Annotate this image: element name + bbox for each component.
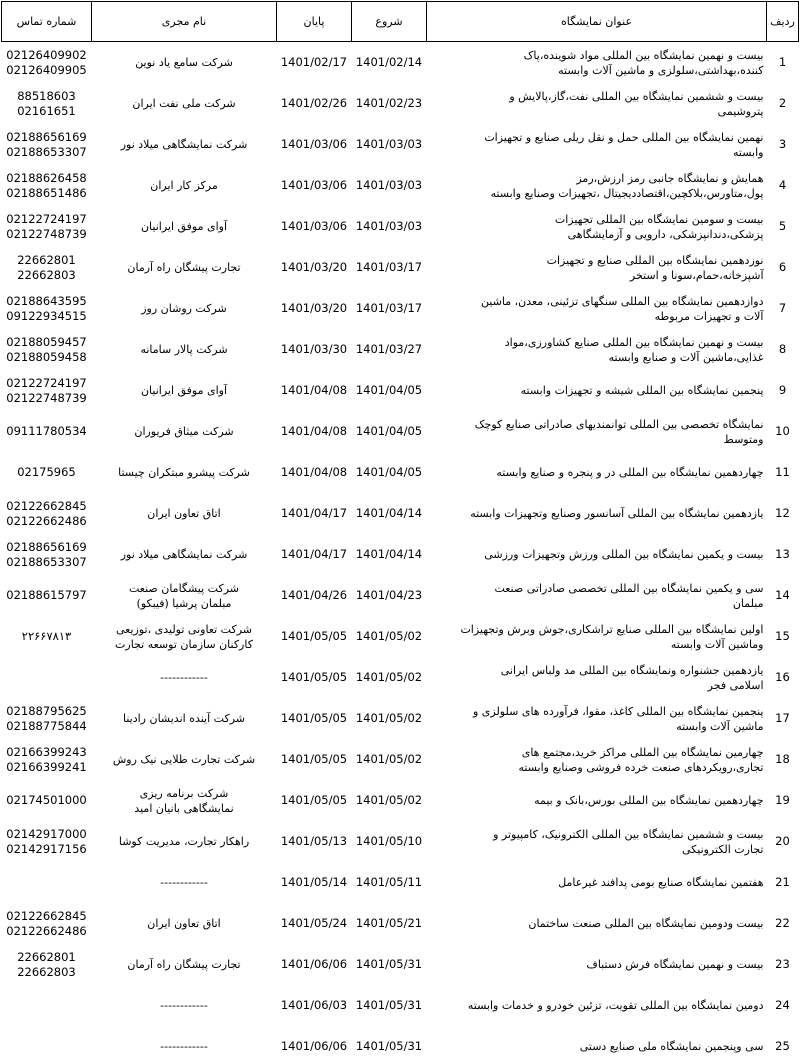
organizer-name (92, 739, 277, 780)
exhibition-title-line: پول،متاورس،بلاکچین،اقتصاددیجیتال ،تجهیزات وصنایع وابسته (490, 186, 764, 200)
end-date: 1401/05/24 (280, 916, 348, 930)
start-date: 1401/05/02 (355, 752, 423, 766)
contact-phone (2, 698, 92, 739)
contact-phone-line: 02188615797 (6, 588, 87, 602)
organizer-name (92, 370, 277, 411)
organizer-name-line: ------------ (160, 876, 208, 889)
contact-phone-line: 22662801 (17, 252, 76, 267)
header-row-number: ردیف (767, 2, 799, 42)
start-date: 1401/03/27 (355, 342, 423, 356)
organizer-name (92, 575, 277, 616)
exhibition-title (427, 42, 767, 84)
exhibition-title-line: اولین نمایشگاه بین المللی صنایع تراشکاری،جوش وبرش وتجهیزات (460, 622, 764, 636)
row-number: 5 (778, 219, 787, 233)
organizer-name-line: شرکت تجارت طلایی نیک روش (112, 753, 256, 766)
start-date: 1401/05/31 (355, 957, 423, 971)
exhibition-title (427, 452, 767, 493)
table-row (2, 206, 799, 247)
table-row (2, 698, 799, 739)
exhibition-title-line: پتروشیمی (717, 104, 764, 118)
organizer-name (92, 247, 277, 288)
contact-phone-line: 22662803 (17, 964, 76, 979)
organizer-name (92, 821, 277, 862)
contact-phone (2, 42, 92, 84)
start-date: 1401/04/05 (355, 383, 423, 397)
table-row (2, 42, 799, 84)
contact-phone-line: 02122748739 (6, 390, 87, 405)
contact-phone (2, 124, 92, 165)
organizer-name-line: شرکت ملی نفت ایران (132, 97, 236, 110)
organizer-name-line: ------------ (160, 1040, 208, 1053)
row-number: 25 (775, 1039, 790, 1053)
end-date: 1401/05/05 (280, 629, 348, 643)
exhibition-title-line: غذایی،ماشین آلات و صنایع وابسته (608, 350, 764, 364)
contact-phone (2, 452, 92, 493)
end-date: 1401/04/08 (280, 383, 348, 397)
start-date: 1401/05/31 (355, 998, 423, 1012)
organizer-name (92, 698, 277, 739)
start-date: 1401/05/10 (355, 834, 423, 848)
exhibition-title (427, 698, 767, 739)
exhibition-title (427, 821, 767, 862)
exhibition-title (427, 985, 767, 1026)
contact-phone (2, 493, 92, 534)
end-date: 1401/05/13 (280, 834, 348, 848)
exhibition-title-line: بیست و یکمین نمایشگاه بین المللی ورزش وتجهیزات ورزشی (484, 548, 764, 561)
table-row (2, 862, 799, 903)
table-row (2, 903, 799, 944)
table-row (2, 944, 799, 985)
exhibition-title-line: بیست و سومین نمایشگاه بین المللی تجهیزات (554, 212, 764, 226)
contact-phone-line: 02122662845 (6, 908, 87, 923)
organizer-name-line: شرکت تعاونی تولیدی ،توزیعی (115, 622, 253, 636)
end-date: 1401/04/17 (280, 506, 348, 520)
contact-phone-line: 09111780534 (6, 424, 87, 438)
table-row (2, 452, 799, 493)
exhibition-title-line: ومتوسط (723, 432, 764, 446)
exhibition-title-line: دوازدهمین نمایشگاه بین المللی سنگهای تزئینی، معدن، ماشین (480, 294, 764, 308)
header-title: عنوان نمایشگاه (427, 2, 767, 42)
contact-phone (2, 903, 92, 944)
start-date: 1401/03/03 (355, 178, 423, 192)
row-number: 21 (775, 875, 790, 889)
exhibition-title (427, 1026, 767, 1061)
contact-phone-line: 02122662845 (6, 498, 87, 513)
contact-phone (2, 83, 92, 124)
end-date: 1401/06/06 (280, 957, 348, 971)
organizer-name-line: شرکت میثاق فریوران (134, 425, 234, 438)
header-end: پایان (277, 2, 352, 42)
contact-phone (2, 329, 92, 370)
row-number: 4 (778, 178, 787, 192)
organizer-name-line: شرکت برنامه ریزی (139, 786, 229, 800)
contact-phone-line: 22662803 (17, 267, 76, 282)
organizer-name-line: شرکت پالار سامانه (140, 343, 228, 356)
organizer-name (92, 985, 277, 1026)
row-number: 19 (775, 793, 790, 807)
exhibition-title (427, 616, 767, 657)
exhibition-title (427, 534, 767, 575)
contact-phone-line: 02188656169 (6, 539, 87, 554)
row-number: 24 (775, 998, 790, 1012)
header-phone: شماره تماس (2, 2, 92, 42)
contact-phone (2, 165, 92, 206)
table-row (2, 739, 799, 780)
exhibition-title-line: بیست و نهمین نمایشگاه فرش دستباف (586, 958, 764, 971)
end-date: 1401/05/05 (280, 711, 348, 725)
contact-phone (2, 780, 92, 821)
start-date: 1401/03/03 (355, 137, 423, 151)
end-date: 1401/05/14 (280, 875, 348, 889)
exhibition-title-line: سی وپنجمین نمایشگاه ملی صنایع دستی (579, 1040, 764, 1053)
organizer-name (92, 780, 277, 821)
table-row (2, 780, 799, 821)
exhibition-title-line: دومین نمایشگاه بین المللی تقویت، تزئین خودرو و خدمات وابسته (467, 999, 764, 1012)
end-date: 1401/03/06 (280, 219, 348, 233)
table-row (2, 329, 799, 370)
row-number: 22 (775, 916, 790, 930)
exhibition-title-line: همایش و نمایشگاه جانبی رمز ارزش،رمز (576, 171, 764, 185)
end-date: 1401/03/06 (280, 137, 348, 151)
exhibition-title-line: یازدهمین جشنواره ونمایشگاه بین المللی مد ولباس ایرانی (500, 663, 764, 677)
start-date: 1401/05/02 (355, 670, 423, 684)
organizer-name-line: شرکت پیشگامان صنعت (128, 581, 240, 595)
contact-phone-line: 02126409902 (6, 47, 87, 62)
organizer-name (92, 944, 277, 985)
end-date: 1401/06/03 (280, 998, 348, 1012)
table-row (2, 616, 799, 657)
exhibition-title-line: بیست و ششمین نمایشگاه بین المللی الکترونیک، کامپیوتر و (493, 827, 764, 841)
start-date: 1401/03/17 (355, 301, 423, 315)
exhibition-title (427, 944, 767, 985)
exhibition-title-line: مبلمان (732, 596, 764, 610)
exhibition-title-line: نمایشگاه تخصصی بین المللی توانمندیهای صادراتی صنایع کوچک (474, 417, 764, 431)
end-date: 1401/06/06 (280, 1039, 348, 1053)
table-row (2, 985, 799, 1026)
contact-phone (2, 985, 92, 1026)
organizer-name (92, 493, 277, 534)
contact-phone-line: 88518603 (17, 88, 76, 103)
contact-phone (2, 616, 92, 657)
contact-phone-line: 02122662486 (6, 923, 87, 938)
table-row (2, 370, 799, 411)
organizer-name-line: شرکت روشان روز (141, 302, 227, 315)
exhibition-title (427, 862, 767, 903)
table-row (2, 493, 799, 534)
contact-phone-line: 02174501000 (6, 793, 87, 807)
organizer-name (92, 411, 277, 452)
end-date: 1401/02/17 (280, 55, 348, 69)
end-date: 1401/04/17 (280, 547, 348, 561)
contact-phone-line: 02122748739 (6, 226, 87, 241)
end-date: 1401/04/08 (280, 465, 348, 479)
contact-phone (2, 575, 92, 616)
start-date: 1401/05/02 (355, 629, 423, 643)
organizer-name (92, 452, 277, 493)
table-row (2, 1026, 799, 1061)
exhibition-title (427, 165, 767, 206)
contact-phone (2, 534, 92, 575)
row-number: 12 (775, 506, 790, 520)
contact-phone-line: 02175965 (17, 465, 76, 479)
exhibition-title (427, 903, 767, 944)
exhibition-title (427, 288, 767, 329)
exhibition-title (427, 739, 767, 780)
organizer-name (92, 616, 277, 657)
exhibition-title-line: سی و یکمین نمایشگاه بین المللی تخصصی صادراتی صنعت (494, 581, 764, 595)
table-row (2, 821, 799, 862)
exhibition-title-line: یازدهمین نمایشگاه بین المللی آسانسور وصنایع وتجهیزات وابسته (470, 507, 764, 520)
contact-phone (2, 411, 92, 452)
contact-phone-line: 02122724197 (6, 375, 87, 390)
row-number: 23 (775, 957, 790, 971)
organizer-name (92, 534, 277, 575)
contact-phone-line: 02166399243 (6, 744, 87, 759)
organizer-name-line: ------------ (160, 999, 208, 1012)
exhibition-title-line: بیست و نهمین نمایشگاه بین المللی صنایع کشاورزی،مواد (504, 335, 764, 349)
exhibition-table (1, 1, 799, 1061)
contact-phone-line: 02188651486 (6, 185, 87, 200)
organizer-name (92, 862, 277, 903)
organizer-name (92, 657, 277, 698)
exhibition-title (427, 493, 767, 534)
contact-phone (2, 206, 92, 247)
exhibition-title-line: پزشکی،دندانپزشکی، دارویی و آزمایشگاهی (567, 227, 764, 241)
start-date: 1401/05/02 (355, 711, 423, 725)
row-number: 3 (778, 137, 787, 151)
exhibition-title-line: بیست ودومین نمایشگاه بین المللی صنعت ساختمان (528, 917, 764, 930)
organizer-name-line: شرکت نمایشگاهی میلاد نور (120, 138, 248, 151)
row-number: 2 (778, 96, 787, 110)
row-number: 15 (775, 629, 790, 643)
organizer-name-line: مبلمان پرشیا (فیبکو) (136, 596, 232, 610)
exhibition-title-line: وابسته (733, 145, 764, 159)
contact-phone (2, 862, 92, 903)
row-number: 13 (775, 547, 790, 561)
exhibition-title-line: تجاری،رویکردهای صنعت خرده فروشی وصنایع وابسته (518, 760, 764, 774)
exhibition-title-line: بیست و ششمین نمایشگاه بین المللی نفت،گاز،پالایش و (509, 89, 764, 103)
exhibition-title-line: ماشین آلات وابسته (676, 719, 764, 733)
contact-phone-line: 02126409905 (6, 62, 87, 77)
organizer-name (92, 903, 277, 944)
contact-phone-line: 02122662486 (6, 513, 87, 528)
contact-phone-line: 02161651 (17, 103, 76, 118)
start-date: 1401/02/14 (355, 55, 423, 69)
organizer-name-line: ------------ (160, 671, 208, 684)
start-date: 1401/02/23 (355, 96, 423, 110)
exhibition-title (427, 247, 767, 288)
contact-phone-line: 02188643595 (6, 293, 87, 308)
exhibition-title-line: کننده،بهداشتی،سلولزی و ماشین آلات وابسته (558, 63, 764, 77)
start-date: 1401/05/31 (355, 1039, 423, 1053)
end-date: 1401/03/20 (280, 260, 348, 274)
end-date: 1401/05/05 (280, 670, 348, 684)
row-number: 11 (775, 465, 790, 479)
header-start: شروع (352, 2, 427, 42)
table-row (2, 534, 799, 575)
row-number: 16 (775, 670, 790, 684)
row-number: 10 (775, 424, 790, 438)
exhibition-title-line: آشپزخانه،حمام،سونا و استخر (629, 268, 764, 282)
end-date: 1401/02/26 (280, 96, 348, 110)
organizer-name-line: شرکت نمایشگاهی میلاد نور (120, 548, 248, 561)
contact-phone (2, 370, 92, 411)
organizer-name-line: نمایشگاهی بانیان امید (134, 801, 234, 815)
exhibition-title (427, 411, 767, 452)
exhibition-title-line: آلات و تجهیزات مربوطه (654, 309, 764, 323)
contact-phone-line: 02188626458 (6, 170, 87, 185)
start-date: 1401/04/05 (355, 465, 423, 479)
contact-phone-line: 02188775844 (6, 718, 87, 733)
row-number: 9 (778, 383, 787, 397)
organizer-name-line: تجارت پیشگان راه آرمان (127, 958, 241, 971)
end-date: 1401/03/20 (280, 301, 348, 315)
start-date: 1401/03/03 (355, 219, 423, 233)
exhibition-title-line: وماشین آلات وابسته (670, 637, 764, 651)
exhibition-title (427, 575, 767, 616)
contact-phone (2, 247, 92, 288)
contact-phone-line: 02188656169 (6, 129, 87, 144)
exhibition-title-line: چهاردهمین نمایشگاه بین المللی در و پنجره و صنایع وابسته (496, 466, 764, 479)
table-row (2, 411, 799, 452)
organizer-name (92, 329, 277, 370)
organizer-name-line: اتاق تعاون ایران (147, 917, 221, 930)
organizer-name-line: اتاق تعاون ایران (147, 507, 221, 520)
exhibition-title (427, 657, 767, 698)
table-row (2, 124, 799, 165)
contact-phone-line: 02122724197 (6, 211, 87, 226)
start-date: 1401/04/23 (355, 588, 423, 602)
exhibition-title-line: بیست و نهمین نمایشگاه بین المللی مواد شوینده،پاک (523, 48, 764, 62)
end-date: 1401/03/06 (280, 178, 348, 192)
row-number: 17 (775, 711, 790, 725)
contact-phone-line: ۲۲۶۶۷۸۱۳ (21, 629, 72, 643)
contact-phone-line: 02142917156 (6, 841, 87, 856)
organizer-name (92, 83, 277, 124)
organizer-name-line: مرکز کار ایران (150, 179, 218, 192)
exhibition-title (427, 370, 767, 411)
table-row (2, 165, 799, 206)
exhibition-title (427, 83, 767, 124)
table-row (2, 83, 799, 124)
organizer-name-line: شرکت آینده اندیشان رادینا (123, 712, 245, 725)
start-date: 1401/04/14 (355, 547, 423, 561)
contact-phone-line: 09122934515 (6, 308, 87, 323)
end-date: 1401/04/08 (280, 424, 348, 438)
exhibition-title-line: پنجمین نمایشگاه بین المللی شیشه و تجهیزات وابسته (520, 384, 764, 397)
contact-phone-line: 02188653307 (6, 554, 87, 569)
header-organizer: نام مجری (92, 2, 277, 42)
exhibition-title (427, 329, 767, 370)
contact-phone-line: 02166399241 (6, 759, 87, 774)
organizer-name-line: راهکار تجارت، مدیریت کوشا (118, 835, 250, 848)
end-date: 1401/05/05 (280, 793, 348, 807)
organizer-name (92, 206, 277, 247)
start-date: 1401/04/14 (355, 506, 423, 520)
contact-phone-line: 02188059457 (6, 334, 87, 349)
contact-phone (2, 288, 92, 329)
start-date: 1401/03/17 (355, 260, 423, 274)
organizer-name-line: آوای موفق ایرانیان (140, 384, 228, 397)
end-date: 1401/04/26 (280, 588, 348, 602)
table-row (2, 657, 799, 698)
row-number: 7 (778, 301, 787, 315)
organizer-name-line: تجارت پیشگان راه آرمان (127, 261, 241, 274)
header-row (2, 2, 799, 42)
organizer-name (92, 288, 277, 329)
exhibition-title-line: پنجمین نمایشگاه بین المللی کاغذ، مقوا، فرآورده های سلولزی و (472, 704, 764, 718)
contact-phone (2, 1026, 92, 1061)
exhibition-title-line: هفتمین نمایشگاه صنایع بومی پدافند غیرعامل (558, 876, 764, 889)
contact-phone (2, 944, 92, 985)
table-row (2, 247, 799, 288)
contact-phone (2, 821, 92, 862)
exhibition-title-line: اسلامی فجر (707, 678, 764, 692)
organizer-name-line: شرکت سامع یاد نوین (135, 56, 233, 69)
organizer-name (92, 42, 277, 84)
end-date: 1401/03/30 (280, 342, 348, 356)
contact-phone-line: 02188059458 (6, 349, 87, 364)
organizer-name (92, 124, 277, 165)
contact-phone-line: 22662801 (17, 949, 76, 964)
start-date: 1401/05/02 (355, 793, 423, 807)
exhibition-title (427, 206, 767, 247)
row-number: 6 (778, 260, 787, 274)
organizer-name-line: کارکنان سازمان توسعه تجارت (115, 637, 253, 651)
exhibition-title-line: چهارمین نمایشگاه بین المللی مراکز خرید،مجتمع های (521, 745, 764, 759)
start-date: 1401/05/21 (355, 916, 423, 930)
organizer-name-line: آوای موفق ایرانیان (140, 220, 228, 233)
end-date: 1401/05/05 (280, 752, 348, 766)
row-number: 20 (775, 834, 790, 848)
start-date: 1401/05/11 (355, 875, 423, 889)
contact-phone-line: 02188795625 (6, 703, 87, 718)
exhibition-title-line: نهمین نمایشگاه بین المللی حمل و نقل ریلی صنایع و تجهیزات (484, 130, 764, 144)
contact-phone-line: 02142917000 (6, 826, 87, 841)
row-number: 1 (778, 55, 787, 69)
row-number: 8 (778, 342, 787, 356)
table-body (2, 42, 799, 1061)
contact-phone (2, 739, 92, 780)
exhibition-title-line: تجارت الکترونیکی (682, 842, 764, 856)
exhibition-title (427, 780, 767, 821)
row-number: 14 (775, 588, 790, 602)
organizer-name (92, 165, 277, 206)
table-row (2, 288, 799, 329)
organizer-name-line: شرکت پیشرو مبتکران چیستا (118, 466, 250, 479)
contact-phone-line: 02188653307 (6, 144, 87, 159)
organizer-name (92, 1026, 277, 1061)
table-row (2, 575, 799, 616)
start-date: 1401/04/05 (355, 424, 423, 438)
row-number: 18 (775, 752, 790, 766)
contact-phone (2, 657, 92, 698)
exhibition-title (427, 124, 767, 165)
exhibition-title-line: نوزدهمین نمایشگاه بین المللی صنایع و تجهیزات (546, 253, 764, 267)
exhibition-title-line: چهاردهمین نمایشگاه بین المللی بورس،بانک و بیمه (534, 794, 764, 807)
